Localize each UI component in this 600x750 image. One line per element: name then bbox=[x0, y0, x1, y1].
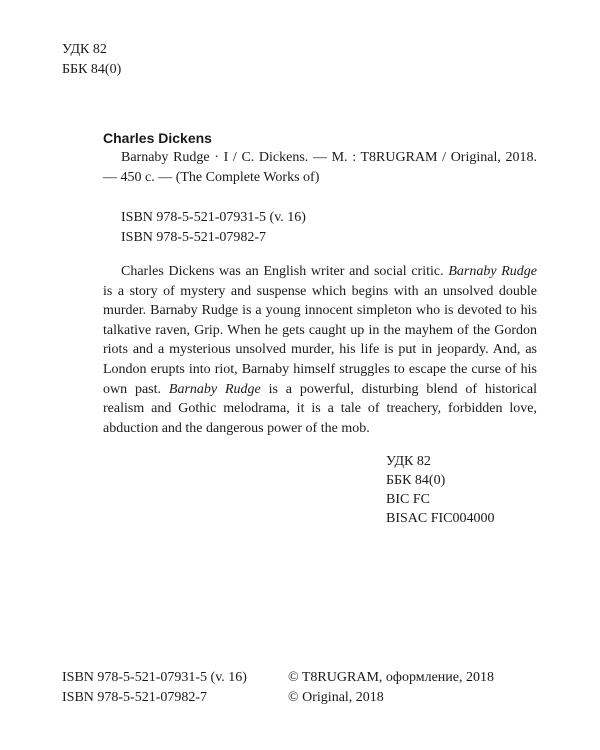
bisac-code: BISAC FIC004000 bbox=[386, 511, 495, 526]
isbn-block bbox=[121, 208, 306, 248]
annotation-title-2: Barnaby Rudge bbox=[168, 381, 261, 397]
author-heading: Charles Dickens bbox=[103, 130, 212, 146]
udk-code: УДК 82 bbox=[62, 42, 107, 57]
bic-code: BIC FC bbox=[386, 492, 430, 507]
isbn-set: ISBN 978-5-521-07982-7 bbox=[121, 230, 267, 245]
record-description: Barnaby Rudge · I / C. Dickens. — M. : T8RUGRAM / Original, 2018. — 450 с. — (The Complete Works of) bbox=[103, 150, 537, 185]
copyright-design: © T8RUGRAM, оформление, 2018 bbox=[288, 670, 495, 685]
isbn-volume: ISBN 978-5-521-07931-5 (v. 16) bbox=[121, 210, 306, 225]
bibliographic-record bbox=[103, 128, 537, 188]
bbk-code: ББК 84(0) bbox=[62, 62, 122, 77]
classification-codes bbox=[386, 452, 495, 528]
udk-code-right: УДК 82 bbox=[386, 454, 431, 469]
footer-isbn-volume: ISBN 978-5-521-07931-5 (v. 16) bbox=[62, 670, 247, 685]
annotation-text-3: is a powerful, disturbing blend of historical realism and Gothic melodrama, it is a tale of treachery, forbidden love, abduction and the dangerous power of the mob. bbox=[103, 381, 537, 436]
footer-copyright bbox=[288, 668, 494, 708]
bbk-code-right: ББК 84(0) bbox=[386, 473, 446, 488]
footer-isbn bbox=[62, 668, 247, 708]
copyright-original: © Original, 2018 bbox=[288, 690, 384, 705]
footer-isbn-set: ISBN 978-5-521-07982-7 bbox=[62, 690, 208, 705]
annotation-title-1: Barnaby Rudge bbox=[448, 264, 537, 279]
annotation-paragraph bbox=[103, 262, 537, 438]
top-classification-codes bbox=[62, 40, 121, 80]
annotation-text-2: is a story of mystery and suspense which begins with an unsolved double murder. Barnaby Rudge is a young innocent simpleton who is devoted to his talkative raven, Grip. When he gets caught up in the mayhem of the Gordon riots and a mysterious unsolved murder, his life is put in jeopardy. And, as London erupts into riot, Barnaby himself struggles to escape the curse of his own past. bbox=[103, 283, 537, 397]
annotation-text-1: Charles Dickens was an English writer and social critic. bbox=[121, 264, 449, 279]
